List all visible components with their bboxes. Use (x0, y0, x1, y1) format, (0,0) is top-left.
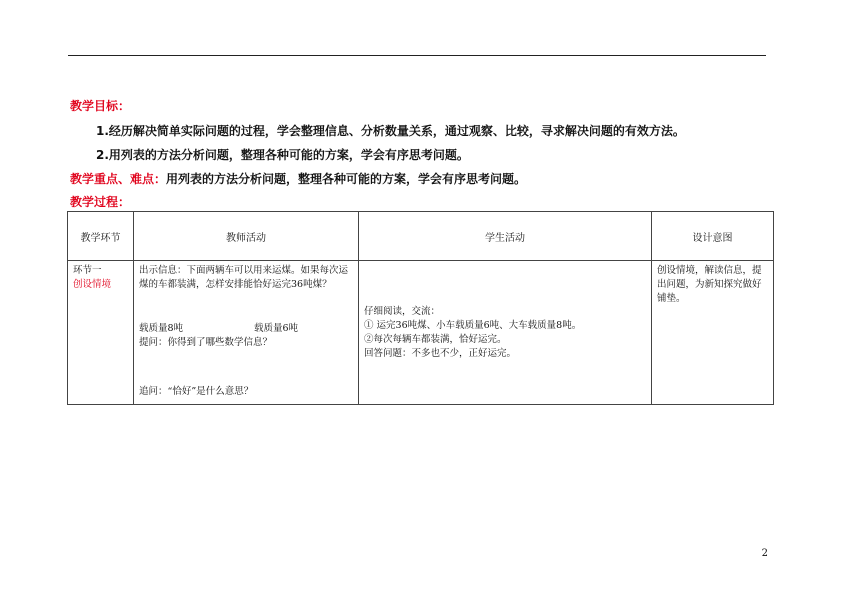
process-heading: 教学过程： (70, 195, 131, 209)
header-intent: 设计意图 (652, 212, 774, 261)
load-a: 载质量8吨 (139, 323, 184, 334)
design-intent-text: 创设情境，解读信息，提出问题，为新知探究做好铺垫。 (657, 265, 762, 304)
table-row (68, 261, 774, 405)
student-line-4: 回答问题：不多也不少，正好运完。 (364, 348, 517, 359)
header-rule (68, 55, 766, 56)
student-line-2: ① 运完36吨煤、小车载质量6吨、大车载质量8吨。 (364, 320, 582, 331)
student-activity-cell (359, 261, 652, 405)
stage-number: 环节一 (73, 265, 102, 276)
table-header-row (68, 212, 774, 261)
teacher-question: 提问：你得到了哪些数学信息？ (139, 337, 273, 348)
load-b: 载质量6吨 (254, 323, 299, 334)
objectives-heading: 教学目标： (70, 99, 131, 113)
teacher-activity-cell (134, 261, 359, 405)
key-points (70, 170, 526, 187)
design-intent-cell (652, 261, 774, 405)
student-line-1: 仔细阅读，交流： (364, 306, 441, 317)
header-student: 学生活动 (359, 212, 652, 261)
header-teacher: 教师活动 (134, 212, 359, 261)
stage-cell (68, 261, 134, 405)
objective-2: 2.用列表的方法分析问题，整理各种可能的方案，学会有序思考问题。 (96, 148, 469, 162)
lesson-plan-table (67, 211, 774, 405)
page-number: 2 (761, 548, 768, 559)
stage-name: 创设情境 (73, 279, 112, 290)
teacher-followup: 追问：“恰好”是什么意思？ (139, 386, 254, 397)
key-points-label: 教学重点、难点： (70, 172, 167, 186)
teacher-intro: 出示信息：下面两辆车可以用来运煤。如果每次运煤的车都装满，怎样安排能恰好运完36吨煤？ (139, 265, 349, 290)
student-line-3: ②每次每辆车都装满，恰好运完。 (364, 334, 507, 345)
header-stage: 教学环节 (68, 212, 134, 261)
key-points-text: 用列表的方法分析问题，整理各种可能的方案，学会有序思考问题。 (166, 172, 527, 186)
objective-1: 1.经历解决简单实际问题的过程，学会整理信息、分析数量关系，通过观察、比较，寻求解决问题的有效方法。 (96, 124, 685, 138)
